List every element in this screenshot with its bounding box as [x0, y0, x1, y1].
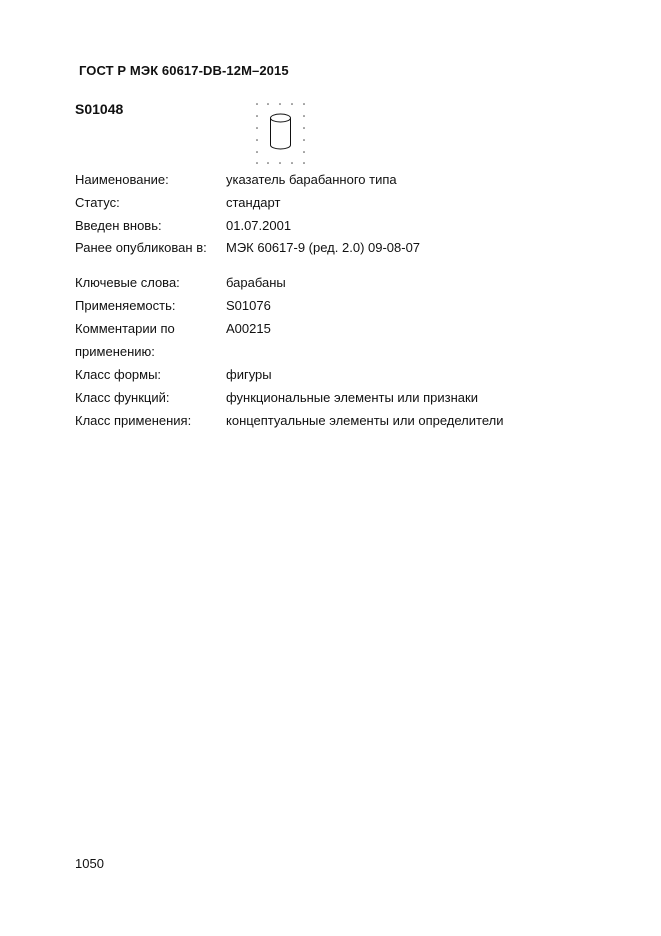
field-label: Введен вновь: [75, 218, 162, 233]
field-label: применению: [75, 344, 155, 359]
field-value: функциональные элементы или признаки [226, 390, 478, 405]
field-value: указатель барабанного типа [226, 172, 397, 187]
field-label: Ранее опубликован в: [75, 240, 207, 255]
field-label: Статус: [75, 195, 120, 210]
symbol-grid-dots [256, 103, 305, 164]
symbol-code: S01048 [75, 101, 124, 117]
field-label: Комментарии по [75, 321, 175, 336]
document-standard-header: ГОСТ Р МЭК 60617-DB-12M–2015 [79, 63, 289, 78]
field-label: Наименование: [75, 172, 169, 187]
field-value: МЭК 60617-9 (ред. 2.0) 09-08-07 [226, 240, 421, 255]
field-label: Класс формы: [75, 367, 162, 382]
page-number: 1050 [75, 856, 104, 871]
field-value: A00215 [226, 321, 271, 336]
field-label: Ключевые слова: [75, 275, 180, 290]
field-value: фигуры [226, 367, 272, 382]
drum-indicator-symbol [253, 101, 309, 167]
field-value: 01.07.2001 [226, 218, 292, 233]
field-label: Класс функций: [75, 390, 170, 405]
field-value: S01076 [226, 298, 271, 313]
field-value: концептуальные элементы или определители [226, 413, 504, 428]
field-label: Применяемость: [75, 298, 176, 313]
drum-cylinder-shape [271, 114, 291, 149]
field-value: стандарт [226, 195, 281, 210]
field-value: барабаны [226, 275, 286, 290]
field-label: Класс применения: [75, 413, 192, 428]
